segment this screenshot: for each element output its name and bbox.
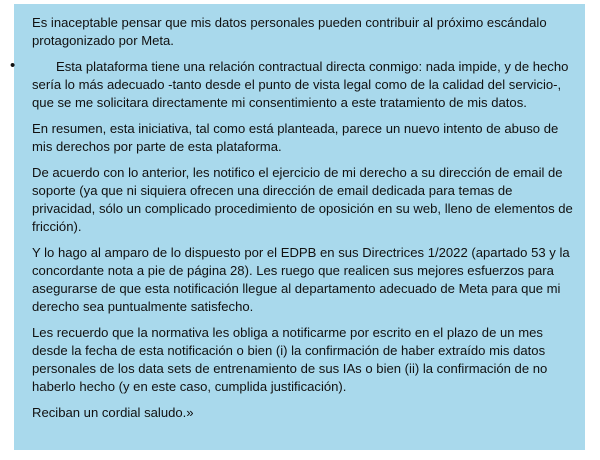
paragraph-deadline-reminder: Les recuerdo que la normativa les obliga a notificarme por escrito en el plazo de un mes desde la fecha de esta notificación o bien (i) la confirmación de haber extraído mis datos personales de los data sets de entrenamiento de sus IAs o bien (ii) la confirmación de no haberlo hecho (y en este caso, cumplida justificación). (32, 325, 548, 394)
paragraph-edpb-guidelines: Y lo hago al amparo de lo dispuesto por el EDPB en sus Directrices 1/2022 (apartado 53 y la concordante nota a pie de página 28). Les ruego que realicen sus mejores esfuerzos para asegurarse de que esta notificación llegue al departamento adecuado de Meta para que mi derecho sea puntualmente satisfecho. (32, 245, 570, 314)
paragraph-summary: En resumen, esta iniciativa, tal como está planteada, parece un nuevo intento de abuso de mis derechos por parte de esta plataforma. (32, 121, 559, 154)
paragraph-closing: Reciban un cordial saludo.» (32, 405, 194, 420)
paragraph-scandal: Es inaceptable pensar que mis datos personales pueden contribuir al próximo escándalo protagonizado por Meta. (32, 15, 547, 48)
bullet-icon: • (10, 57, 16, 74)
paragraph-notification: De acuerdo con lo anterior, les notifico el ejercicio de mi derecho a su dirección de email de soporte (ya que ni siquiera ofrecen una dirección de email dedicada para temas de privacidad, sólo un complicado procedimiento de oposición en su web, lleno de elementos de fricción). (32, 165, 573, 234)
paragraph-contractual-relation-text: Esta plataforma tiene una relación contractual directa conmigo: nada impide, y de hecho sería lo más adecuado -tanto desde el punto de vista legal como de la calidad del servicio-, que se me solicitara directamente mi consentimiento a este tratamiento de mis datos. (32, 59, 569, 110)
paragraph-contractual-relation (10, 57, 575, 112)
letter-text-panel (10, 4, 585, 450)
